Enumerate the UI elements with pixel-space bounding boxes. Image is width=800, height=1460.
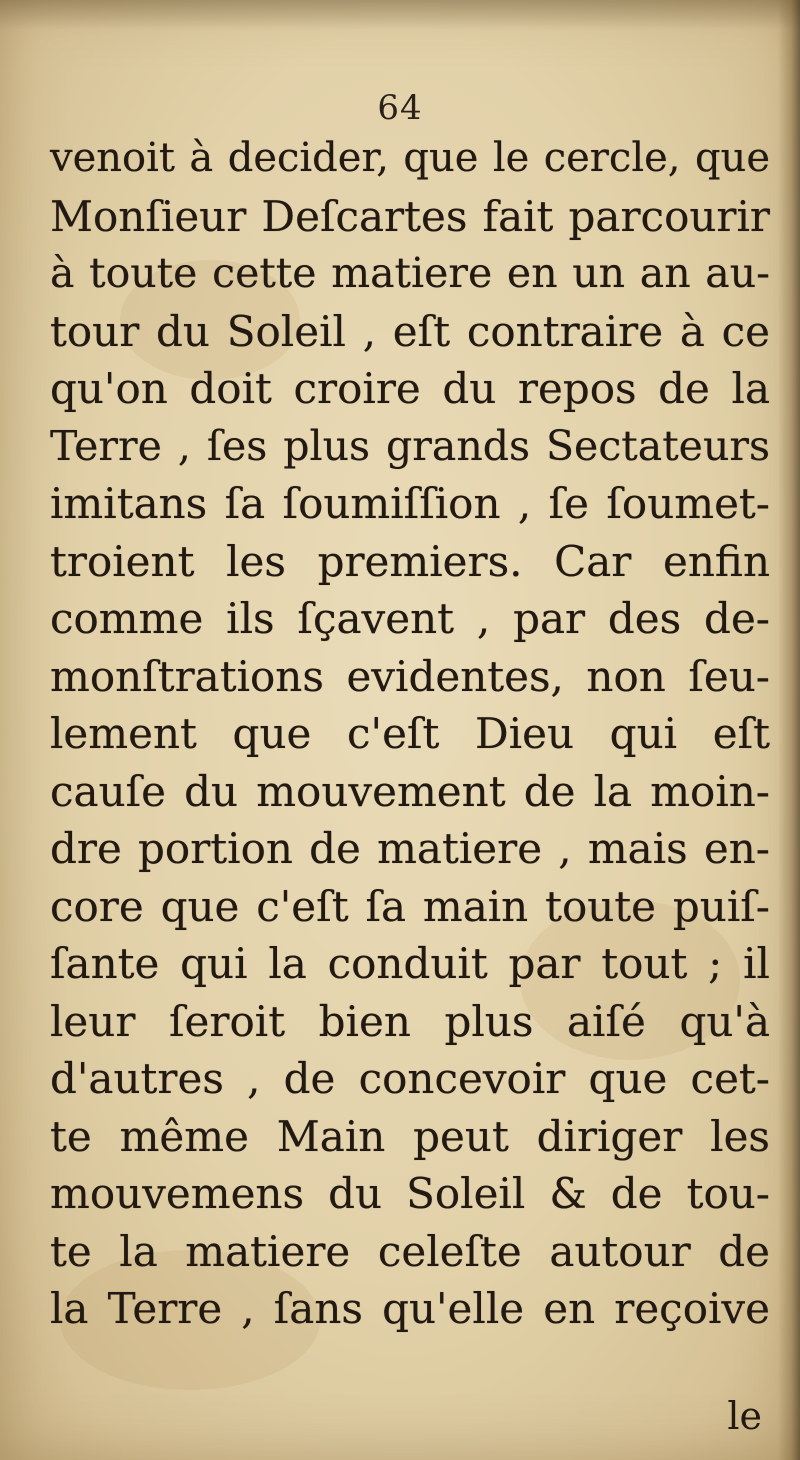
text-line: troient les premiers. Car enfin [50,536,770,586]
text-line: dre portion de matiere , mais en- [50,824,770,873]
text-line: qu'on doit croire du repos de la [50,364,770,413]
text-line: cauſe du mouvement de la moin- [50,766,770,816]
page-number: 64 [377,88,423,128]
text-line: venoit à decider, que le cercle, que [50,135,770,181]
text-line: monſtrations evidentes, non ſeu- [50,651,770,701]
text-line: d'autres , de concevoir que cet- [50,1054,770,1103]
catchword: le [727,1394,762,1438]
text-line: tour du Soleil , eſt contraire à ce [50,306,770,356]
text-line: imitans ſa ſoumiſſion , ſe ſoumet- [50,479,770,528]
text-line: leur ſeroit bien plus aiſé qu'à [50,996,770,1046]
text-line: ſante qui la conduit par tout ; il [50,939,770,988]
text-line: Terre , ſes plus grands Sectateurs [50,421,770,470]
text-line: mouvemens du Soleil & de tou- [50,1169,770,1218]
text-line: la Terre , ſans qu'elle en reçoive [50,1284,770,1333]
text-line: te la matiere celeſte autour de [50,1226,770,1276]
text-line: à toute cette matiere en un an au- [50,249,770,297]
body-text [50,130,770,1338]
text-line: te même Main peut diriger les [50,1111,770,1161]
page-top-shadow [0,0,800,30]
text-line: Monſieur Deſcartes fait parcourir [50,191,770,241]
page-gutter-shadow [778,0,800,1460]
text-line: comme ils ſçavent , par des de- [50,594,770,643]
text-line: core que c'eſt ſa main toute puiſ- [50,881,770,931]
text-line: lement que c'eſt Dieu qui eſt [50,709,770,758]
